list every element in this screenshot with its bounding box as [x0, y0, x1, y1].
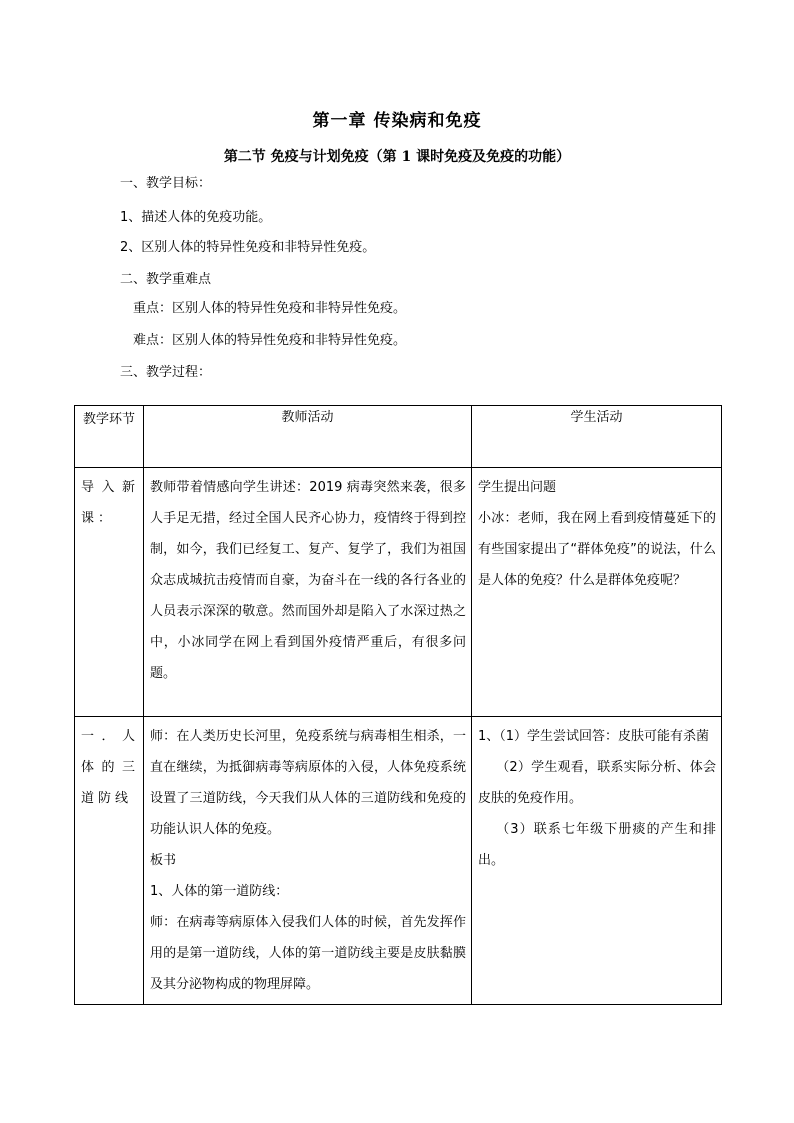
- student-paragraph: （3）联系七年级下册痰的产生和排出。: [478, 822, 716, 868]
- student-paragraph: 学生提出问题: [478, 480, 557, 495]
- header-teacher: 教师活动: [144, 406, 472, 468]
- chapter-title: 第一章 传染病和免疫: [312, 111, 482, 131]
- lesson-table: [74, 405, 722, 1005]
- teacher-paragraph: 1、人体的第一道防线：: [150, 884, 289, 899]
- blackboard-label: 板书: [150, 853, 177, 868]
- teacher-cell: [144, 717, 472, 1005]
- student-paragraph: 小冰：老师，我在网上看到疫情蔓延下的有些国家提出了“群体免疫”的说法，什么是人体的免疫？什么是群体免疫呢？: [478, 511, 716, 588]
- student-paragraph: （2）学生观看，联系实际分析、体会皮肤的免疫作用。: [478, 760, 716, 806]
- teacher-cell: [144, 468, 472, 717]
- student-paragraph: 1、（1）学生尝试回答：皮肤可能有杀菌: [478, 729, 710, 744]
- goal-item: 1、描述人体的免疫功能。: [120, 210, 272, 225]
- process-heading: 三、教学过程：: [120, 365, 212, 380]
- table-row: [75, 717, 722, 1005]
- section-title: 第二节 免疫与计划免疫（第 1 课时免疫及免疫的功能）: [223, 149, 571, 165]
- student-cell: [472, 468, 722, 717]
- teacher-paragraph: 师：在人类历史长河里，免疫系统与病毒相生相杀，一直在继续，为抵御病毒等病原体的入侵，人体免疫系统设置了三道防线，今天我们从人体的三道防线和免疫的功能认识人体的免疫。: [150, 729, 466, 837]
- header-student: 学生活动: [472, 406, 722, 468]
- key-points-heading: 二、教学重难点: [120, 272, 212, 287]
- student-cell: [472, 717, 722, 1005]
- header-stage: 教学环节: [75, 406, 144, 468]
- teacher-paragraph: 师：在病毒等病原体入侵我们人体的时候，首先发挥作用的是第一道防线，人体的第一道防线主要是皮肤黏膜及其分泌物构成的物理屏障。: [150, 915, 466, 992]
- stage-cell: 导入新课：: [75, 468, 144, 717]
- teacher-paragraph: 教师带着情感向学生讲述：2019 病毒突然来袭，很多人手足无措，经过全国人民齐心协力，疫情终于得到控制，如今，我们已经复工、复产、复学了，我们为祖国众志成城抗击疫情而自豪，为奋斗在一线的各行各业的人员表示深深的敬意。然而国外却是陷入了水深过热之中，小冰同学在网上看到国外疫情严重后，有很多问题。: [150, 480, 466, 681]
- key-point: 重点：区别人体的特异性免疫和非特异性免疫。: [133, 301, 407, 316]
- table-header-row: [75, 406, 722, 468]
- goals-heading: 一、教学目标：: [120, 176, 212, 191]
- stage-cell: 一．人体的三道防线: [75, 717, 144, 1005]
- table-row: [75, 468, 722, 717]
- goal-item: 2、区别人体的特异性免疫和非特异性免疫。: [120, 240, 376, 255]
- difficult-point: 难点：区别人体的特异性免疫和非特异性免疫。: [133, 333, 407, 348]
